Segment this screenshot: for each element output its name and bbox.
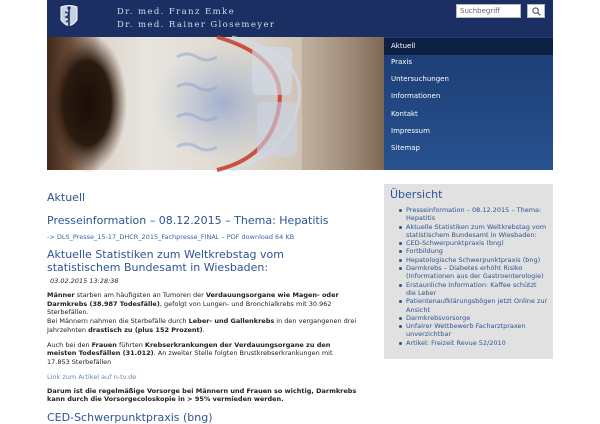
sidebar-title: Übersicht xyxy=(390,188,443,201)
text-span: in den vergangenen drei Jahrzehnten xyxy=(47,317,357,334)
statistics-title[interactable]: Aktuelle Statistiken zum Weltkrebstag vom statistischem Bundesamt in Wiesbaden: xyxy=(47,248,284,274)
sidebar-link[interactable]: Erstaunliche Information: Kaffee schützt die Leber xyxy=(398,281,548,298)
doctor-name-glosemeyer: Dr. med. Rainer Glosemeyer xyxy=(117,20,276,30)
text-strong: Krebserkrankungen der Verdauungsorgane zu den meisten Todesfällen (31.012) xyxy=(47,340,331,358)
nav-item-aktuell[interactable]: Aktuell xyxy=(384,38,553,55)
nav-item-untersuchungen[interactable]: Untersuchungen xyxy=(391,75,449,83)
sidebar-link[interactable]: Darmkrebsvorsorge xyxy=(398,314,548,322)
paragraph-prevention: Darum ist die regelmäßige Vorsorge bei Männern und Frauen so wichtig, Darmkrebs kann durch die Vorsorgecoloskopie in > 95% vermieden werden. xyxy=(47,386,357,404)
overview-sidebar xyxy=(384,184,553,359)
text-strong: Frauen xyxy=(91,340,117,349)
search-icon xyxy=(532,7,541,16)
press-release-title[interactable]: Presseinformation – 08.12.2015 – Thema: Hepatitis xyxy=(47,214,329,227)
nav-item-sitemap[interactable]: Sitemap xyxy=(391,144,420,152)
site-header xyxy=(47,0,553,37)
ntv-article-link[interactable]: Link zum Artikel auf n-tv.de xyxy=(47,372,137,381)
text-span: führten xyxy=(116,340,145,349)
nav-item-praxis[interactable]: Praxis xyxy=(391,58,412,66)
aesculapius-logo-icon[interactable] xyxy=(57,3,81,34)
text-span: . An zweiter Stelle folgten Brustkrebserkrankungen mit 17.853 Sterbefällen xyxy=(47,349,333,366)
sidebar-link[interactable]: Darmkrebs – Diabetes erhöht Risiko (Informationen aus der Gastroenterologie) xyxy=(398,264,548,281)
search-input[interactable] xyxy=(456,4,521,18)
sidebar-link[interactable]: Aktuelle Statistiken zum Weltkrebstag vom statistischem Bundesamt in Wiesbaden: xyxy=(398,223,548,240)
post-timestamp: 03.02.2015 13:28:38 xyxy=(50,277,119,285)
text-strong: Männer xyxy=(47,291,75,299)
text-span: starben am häufigsten an Tumoren der xyxy=(74,291,206,299)
hero-xray-illustration xyxy=(47,37,384,170)
text-span: Auch bei den xyxy=(47,340,92,349)
sidebar-link[interactable]: Unfairer Wettbewerb Facharztpraxen unverzichtbar xyxy=(398,322,548,339)
ced-section-title[interactable]: CED-Schwerpunktpraxis (bng) xyxy=(47,411,213,424)
sidebar-link-list xyxy=(398,206,548,347)
nav-item-kontakt[interactable]: Kontakt xyxy=(391,110,418,118)
text-strong: drastisch zu (plus 152 Prozent) xyxy=(88,325,203,334)
nav-item-impressum[interactable]: Impressum xyxy=(391,127,430,135)
text-span: . xyxy=(202,325,205,334)
sidebar-link[interactable]: Artikel: Freizeit Revue 52/2010 xyxy=(398,339,548,347)
sidebar-link[interactable]: Presseinformation – 08.12.2015 – Thema: Hepatitis xyxy=(398,206,548,223)
paragraph-women xyxy=(47,341,357,367)
text-span: , gefolgt von Lungen- und Bronchialkrebs mit 30.962 Sterbefällen. xyxy=(47,299,332,317)
text-span: Bei Männern nahmen die Sterbefälle durch xyxy=(47,317,189,326)
sidebar-link[interactable]: Fortbildung xyxy=(398,247,548,255)
sidebar-link[interactable]: Patientenaufklärungsbögen jetzt Online zur Ansicht xyxy=(398,297,548,314)
sidebar-link[interactable]: CED-Schwerpunktpraxis (bng) xyxy=(398,239,548,247)
text-strong: Verdauungsorgane wie Magen- oder Darmkrebs (38.987 Todesfälle) xyxy=(47,291,339,308)
main-content xyxy=(47,186,357,424)
sidebar-link[interactable]: Hepatologische Schwerpunktpraxis (bng) xyxy=(398,256,548,264)
main-navigation xyxy=(384,37,553,170)
text-strong: Leber- und Gallenkrebs xyxy=(188,317,275,326)
page-title: Aktuell xyxy=(47,191,86,204)
nav-item-informationen[interactable]: Informationen xyxy=(391,92,441,100)
pdf-download-link[interactable]: -> DLS_Presse_15-17_DHCR_2015_Fachpresse_FINAL – PDF download 64 KB xyxy=(47,233,295,241)
search-button[interactable] xyxy=(527,4,545,18)
hero-image xyxy=(47,37,384,170)
paragraph-men xyxy=(47,291,357,335)
doctor-name-emke: Dr. med. Franz Emke xyxy=(117,7,236,17)
